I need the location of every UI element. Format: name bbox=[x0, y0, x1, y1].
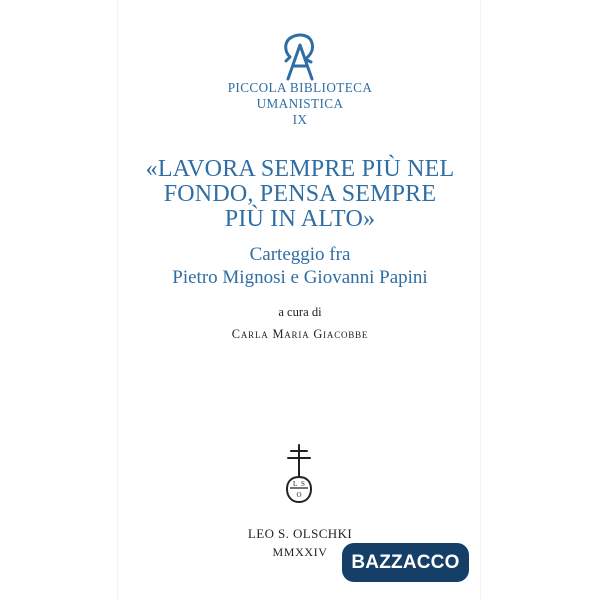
book-title bbox=[0, 157, 600, 232]
book-subtitle-line-2: Pietro Mignosi e Giovanni Papini bbox=[172, 267, 428, 288]
publication-year: MMXXIV bbox=[272, 545, 328, 559]
series-block bbox=[0, 80, 600, 128]
series-title-line-2: UMANISTICA bbox=[256, 96, 344, 111]
book-subtitle bbox=[0, 243, 600, 289]
seal-letter-s: S bbox=[301, 480, 305, 488]
bazzacco-badge: BAZZACCO bbox=[342, 543, 469, 582]
seal-letter-l: L bbox=[293, 480, 298, 488]
book-title-line-3: PIÙ IN ALTO» bbox=[224, 206, 376, 232]
book-title-line-2: FONDO, PENSA SEMPRE bbox=[163, 181, 437, 207]
seal-letter-o: O bbox=[296, 491, 302, 499]
publisher-name: LEO S. OLSCHKI bbox=[247, 526, 353, 541]
book-subtitle-line-1: Carteggio fra bbox=[249, 244, 351, 265]
curator-lead-text: a cura di bbox=[278, 305, 322, 319]
book-title-line-1: «LAVORA SEMPRE PIÙ NEL bbox=[145, 156, 455, 182]
curator-name: Carla Maria Giacobbe bbox=[231, 327, 369, 341]
series-number: IX bbox=[292, 112, 308, 127]
omega-alpha-monogram-icon bbox=[276, 33, 324, 83]
series-title-line-1: PICCOLA BIBLIOTECA bbox=[227, 80, 373, 95]
olschki-cross-seal-icon bbox=[274, 443, 324, 505]
